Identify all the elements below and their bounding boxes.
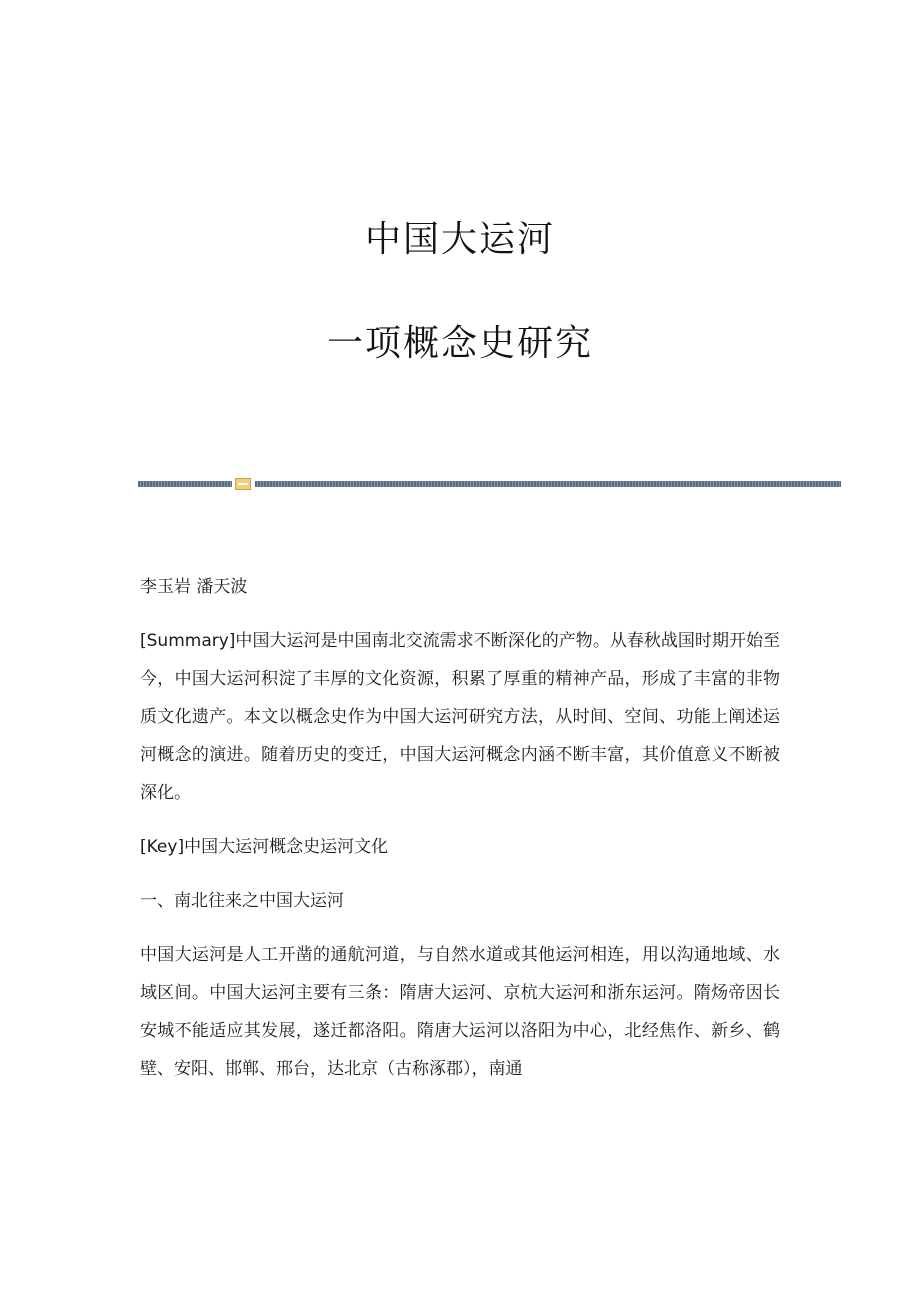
decorative-divider [138, 478, 841, 490]
divider-ornament-icon [235, 478, 251, 490]
document-subtitle: 一项概念史研究 [326, 323, 593, 364]
body-paragraph: 中国大运河是人工开凿的通航河道，与自然水道或其他运河相连，用以沟通地域、水域区间。中国大运河主要有三条：隋唐大运河、京杭大运河和浙东运河。隋炀帝因长安城不能适应其发展，遂迁都洛阳。隋唐大运河以洛阳为中心，北经焦作、新乡、鹤壁、安阳、邯郸、邢台，达北京（古称涿郡），南通 [140, 945, 780, 1079]
section-heading: 一、南北往来之中国大运河 [140, 891, 344, 911]
document-title: 中国大运河 [364, 219, 555, 260]
divider-bar-right [255, 481, 841, 487]
summary-paragraph: [Summary]中国大运河是中国南北交流需求不断深化的产物。从春秋战国时期开始至今，中国大运河积淀了丰厚的文化资源，积累了厚重的精神产品，形成了丰富的非物质文化遗产。本文以概念史作为中国大运河研究方法，从时间、空间、功能上阐述运河概念的演进。随着历史的变迁，中国大运河概念内涵不断丰富，其价值意义不断被深化。 [140, 631, 780, 803]
keywords-paragraph: [Key]中国大运河概念史运河文化 [140, 837, 389, 857]
divider-bar-left [138, 481, 232, 487]
authors: 李玉岩 潘天波 [140, 577, 248, 597]
document-body [140, 568, 780, 1104]
